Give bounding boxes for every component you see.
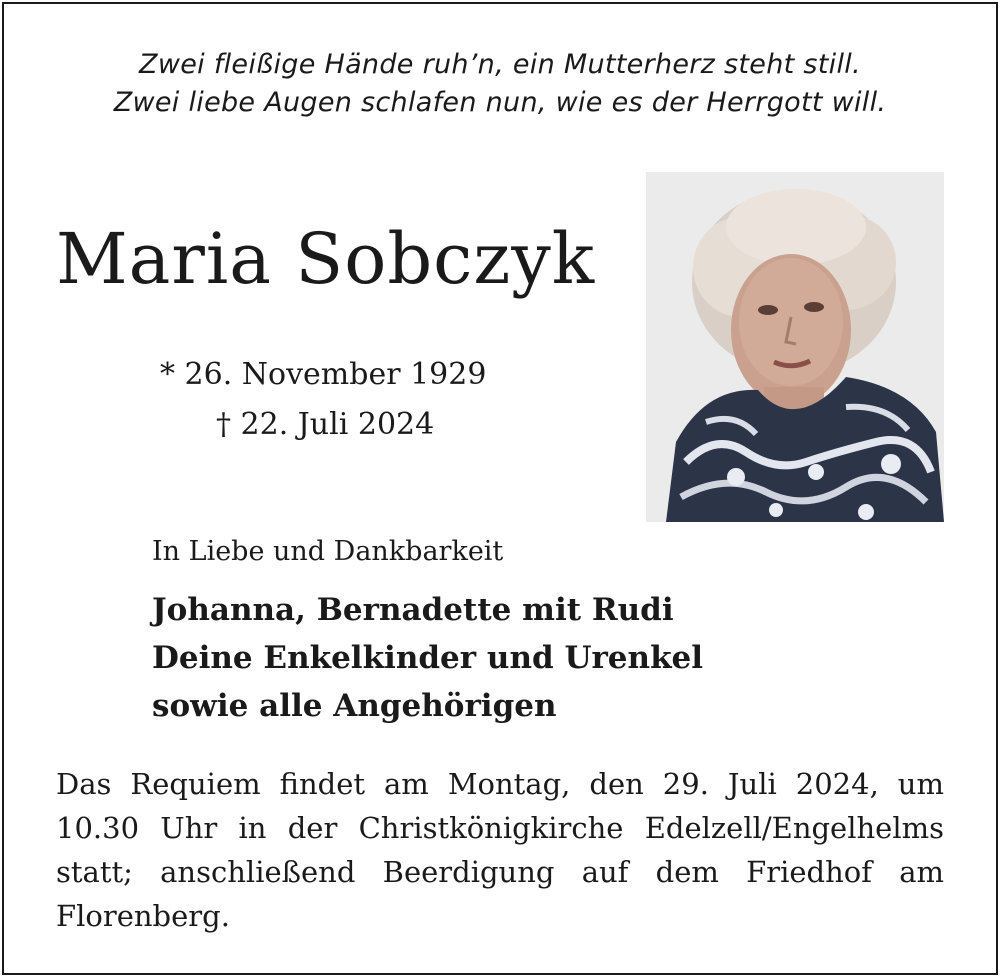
notice-line: 10.30 Uhr in der Christkönigkirche Edelzell/Engelhelms: [56, 811, 944, 845]
poem-verse: [0, 46, 1000, 122]
mourner-line: sowie alle Angehörigen: [152, 688, 557, 724]
poem-line-2: Zwei liebe Augen schlafen nun, wie es der Herrgott will.: [113, 87, 887, 118]
deceased-name: Maria Sobczyk: [56, 218, 596, 300]
notice-line: Das Requiem findet am Montag, den 29. Juli 2024, um: [56, 767, 944, 801]
death-date: † 22. Juli 2024: [216, 407, 435, 442]
poem-line-1: Zwei fleißige Hände ruh’n, ein Mutterherz steht still.: [139, 49, 861, 80]
notice-line: statt; anschließend Beerdigung auf dem Friedhof am: [56, 855, 944, 889]
birth-date: * 26. November 1929: [160, 357, 487, 392]
notice-line: Florenberg.: [56, 899, 230, 933]
mourner-line: Johanna, Bernadette mit Rudi: [152, 592, 674, 628]
thanks-intro: In Liebe und Dankbarkeit: [152, 536, 504, 567]
funeral-notice: [56, 762, 944, 938]
mourner-line: Deine Enkelkinder und Urenkel: [152, 640, 704, 676]
portrait-photo-icon: [646, 172, 944, 522]
mourners-list: [152, 586, 703, 730]
